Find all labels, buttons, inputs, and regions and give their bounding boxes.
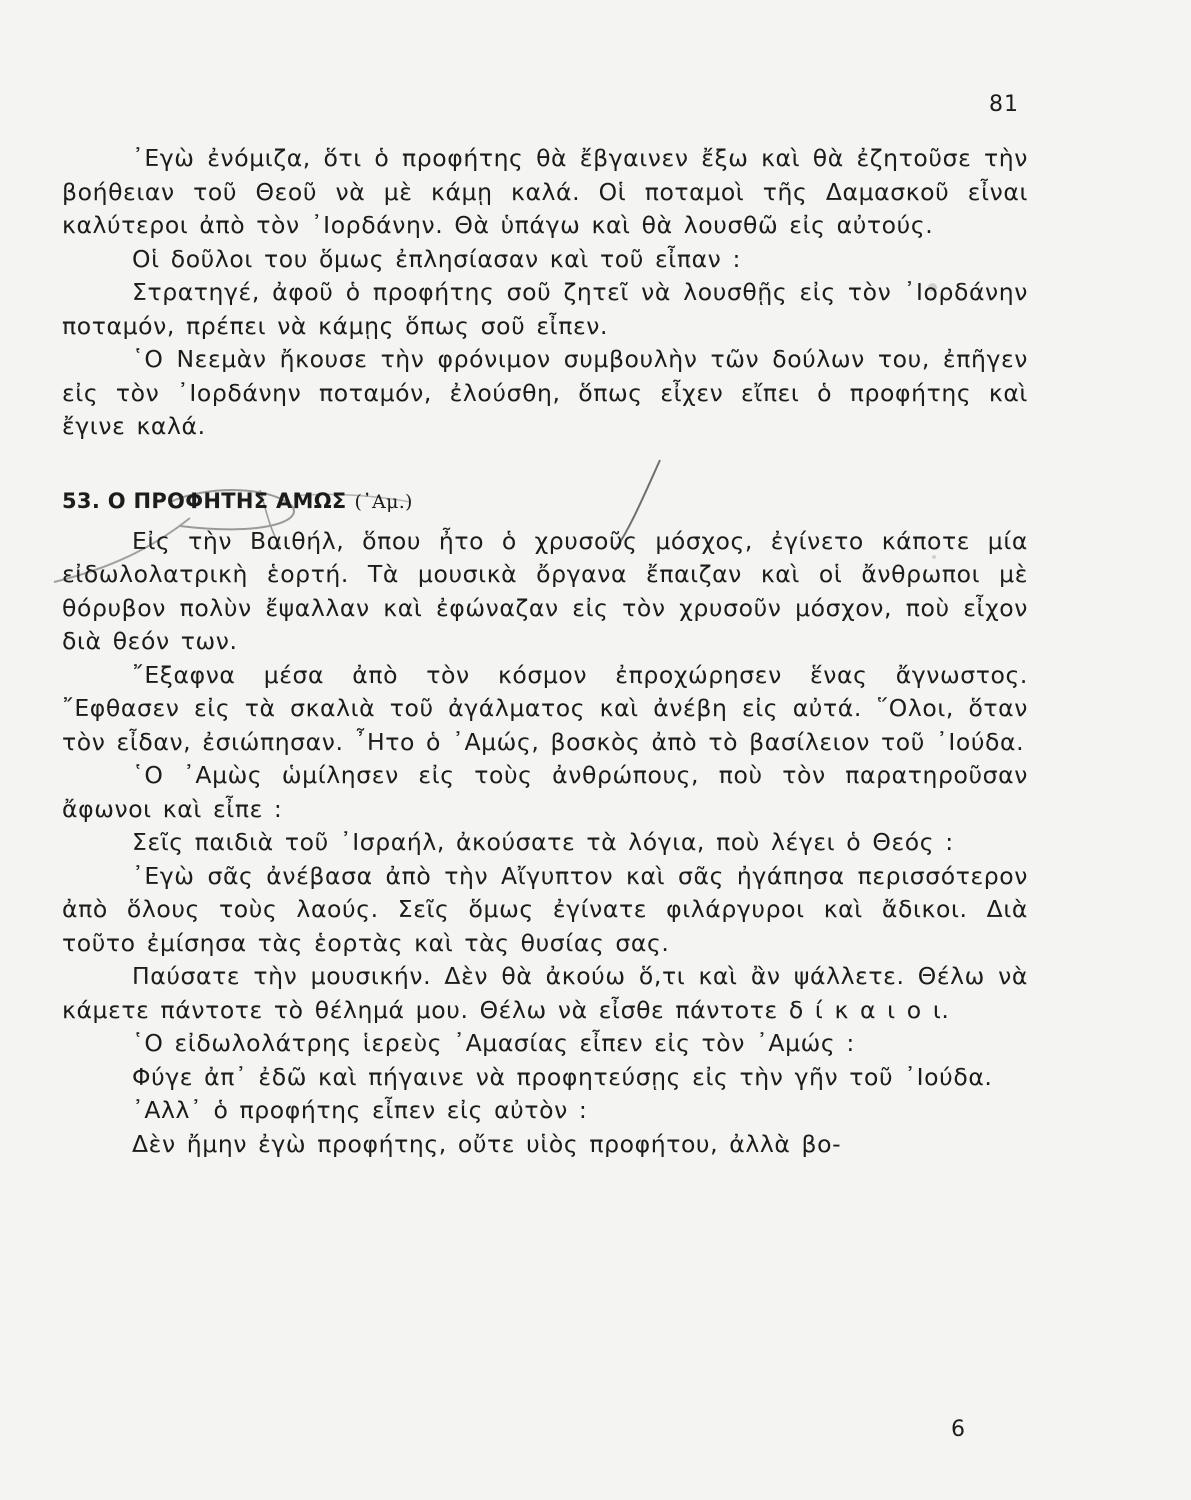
paragraph: ᾿Εγὼ σᾶς ἀνέβασα ἀπὸ τὴν Αἴγυπτον καὶ σᾶς ἠγάπησα περισσότερον ἀπὸ ὅλους τοὺς λαούς. Σεῖς ὅμως ἐγίνατε φιλάργυροι καὶ ἄδικοι. Διὰ τοῦτο ἐμίσησα τὰς ἑορτὰς καὶ τὰς θυσίας σας. (62, 861, 1028, 957)
paragraph: Στρατηγέ, ἀφοῦ ὁ προφήτης σοῦ ζητεῖ νὰ λουσθῇς εἰς τὸν ᾿Ιορδάνην ποταμόν, πρέπει νὰ κάμῃς ὅπως σοῦ εἶπεν. (62, 278, 1028, 340)
paragraph: Οἱ δοῦλοι του ὅμως ἐπλησίασαν καὶ τοῦ εἶπαν : (132, 244, 741, 273)
section-reference: (᾿Αμ.) (354, 490, 413, 513)
section-heading (62, 485, 1028, 517)
paragraph: Εἰς τὴν Βαιθήλ, ὅπου ἦτο ὁ χρυσοῦς μόσχος, ἐγίνετο κάποτε μία εἰδωλολατρικὴ ἑορτή. Τὰ μουσικὰ ὄργανα ἔπαιζαν καὶ οἱ ἄνθρωποι μὲ θόρυβον πολὺν ἔψαλλαν καὶ ἐφώναζαν εἰς τὸν χρυσοῦν μόσχον, ποὺ εἶχον διὰ θεόν των. (62, 526, 1028, 655)
paragraph: ῾Ο ᾿Αμὼς ὡμίλησεν εἰς τοὺς ἀνθρώπους, ποὺ τὸν παρατηροῦσαν ἄφωνοι καὶ εἶπε : (62, 761, 1028, 823)
paragraph: ῾Ο εἰδωλολάτρης ἱερεὺς ᾿Αμασίας εἶπεν εἰς τὸν ᾿Αμώς : (132, 1029, 855, 1057)
paragraph: ᾿Αλλ᾿ ὁ προφήτης εἶπεν εἰς αὐτὸν : (132, 1096, 588, 1124)
paragraph: ῎Εξαφνα μέσα ἀπὸ τὸν κόσμον ἐπροχώρησεν ἕνας ἄγνωστος. ῎Εφθασεν εἰς τὰ σκαλιὰ τοῦ ἀγάλματος καὶ ἀνέβη εἰς αὐτά. ῞Ολοι, ὅταν τὸν εἶδαν, ἐσιώπησαν. ῏Ητο ὁ ᾿Αμώς, βοσκὸς ἀπὸ τὸ βασίλειον τοῦ ᾿Ιούδα. (62, 660, 1028, 756)
paragraph: ῾Ο Νεεμὰν ἤκουσε τὴν φρόνιμον συμβουλὴν τῶν δούλων του, ἐπῆγεν εἰς τὸν ᾿Ιορδάνην ποταμόν, ἐλούσθη, ὅπως εἶχεν εἴπει ὁ προφήτης καὶ ἔγινε καλά. (62, 345, 1028, 440)
paragraph: Δὲν ἤμην ἐγὼ προφήτης, οὔτε υἱὸς προφήτου, ἀλλὰ βο- (132, 1129, 842, 1158)
section-title: 53. Ο ΠΡΟΦΗΤΗΣ ΑΜΩΣ (62, 488, 347, 513)
paragraph: Παύσατε τὴν μουσικήν. Δὲν θὰ ἀκούω ὅ,τι καὶ ἂν ψάλλετε. Θέλω νὰ κάμετε πάντοτε τὸ θέλημά μου. Θέλω νὰ εἶσθε πάντοτε δ ί κ α ι ο ι. (62, 962, 1028, 1024)
paragraph: Φύγε ἀπ᾿ ἐδῶ καὶ πήγαινε νὰ προφητεύσῃς εἰς τὴν γῆν τοῦ ᾿Ιούδα. (132, 1062, 993, 1091)
signature-number: 6 (951, 1417, 965, 1442)
paragraph: Σεῖς παιδιὰ τοῦ ᾿Ισραήλ, ἀκούσατε τὰ λόγια, ποὺ λέγει ὁ Θεός : (132, 828, 954, 856)
text-column (62, 142, 1028, 1161)
paragraph: ᾿Εγὼ ἐνόμιζα, ὅτι ὁ προφήτης θὰ ἔβγαινεν ἔξω καὶ θὰ ἐζητοῦσε τὴν βοήθειαν τοῦ Θεοῦ νὰ μὲ κάμῃ καλά. Οἱ ποταμοὶ τῆς Δαμασκοῦ εἶναι καλύτεροι ἀπὸ τὸν ᾿Ιορδάνην. Θὰ ὑπάγω καὶ θὰ λουσθῶ εἰς αὐτούς. (62, 144, 1028, 239)
page-number: 81 (989, 92, 1019, 117)
